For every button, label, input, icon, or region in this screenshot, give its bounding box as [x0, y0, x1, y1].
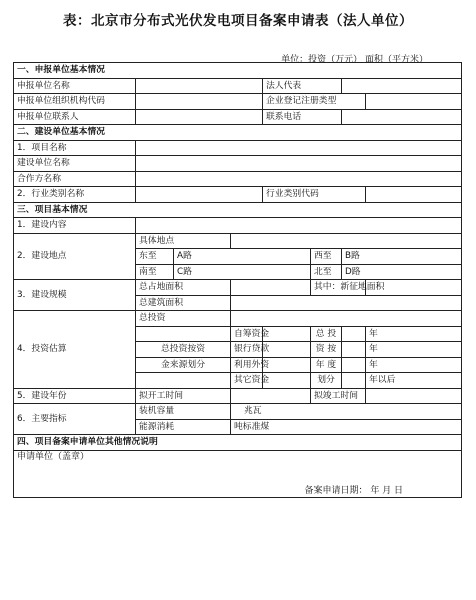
label-legal-rep: 法人代表 — [263, 78, 342, 94]
label-annual-1: 总 投 — [311, 326, 342, 342]
field-year-1[interactable] — [342, 326, 366, 342]
field-total-invest[interactable] — [231, 311, 462, 327]
field-other-info[interactable] — [14, 450, 462, 497]
field-capacity[interactable] — [231, 404, 462, 420]
label-fund-source-2: 金来源划分 — [136, 357, 231, 373]
field-applicant-name[interactable] — [136, 78, 263, 94]
application-form-table — [13, 62, 462, 498]
section-1-header: 一、申报单位基本情况 — [14, 63, 462, 79]
field-year-4[interactable] — [342, 373, 366, 389]
field-foreign-fund[interactable] — [263, 357, 311, 373]
label-west: 西至 — [311, 249, 342, 265]
label-year-3: 年 — [366, 357, 462, 373]
field-year-2[interactable] — [342, 342, 366, 358]
section-4-header: 四、项目备案申请单位其他情况说明 — [14, 435, 462, 451]
label-south: 南至 — [136, 264, 174, 280]
field-bank-loan[interactable] — [263, 342, 311, 358]
field-specific-location[interactable] — [231, 233, 462, 249]
label-land-area: 总占地面积 — [136, 280, 231, 296]
label-start-time: 拟开工时间 — [136, 388, 231, 404]
label-year-1: 年 — [366, 326, 462, 342]
label-scale: 3．建设规模 — [14, 280, 136, 311]
field-enterprise-type[interactable] — [366, 94, 462, 110]
label-year-after: 年以后 — [366, 373, 462, 389]
field-org-code[interactable] — [136, 94, 263, 110]
label-investment: 4．投资估算 — [14, 311, 136, 389]
field-own-fund[interactable] — [263, 326, 311, 342]
label-org-code: 申报单位组织机构代码 — [14, 94, 136, 110]
field-builder-name[interactable] — [136, 156, 462, 172]
label-content: 1．建设内容 — [14, 218, 136, 234]
section-3-header: 三、项目基本情况 — [14, 202, 462, 218]
energy-unit: 吨标准煤 — [234, 421, 270, 432]
form-title: 表：北京市分布式光伏发电项目备案申请表（法人单位） — [63, 13, 413, 29]
units-note: 单位：投资（万元） 面积（平方米） — [281, 55, 428, 65]
field-project-name[interactable] — [136, 140, 462, 156]
capacity-unit: 兆瓦 — [244, 406, 262, 417]
field-partner-name[interactable] — [136, 171, 462, 187]
label-specific-location: 具体地点 — [136, 233, 231, 249]
label-project-name: 1．项目名称 — [14, 140, 136, 156]
field-start-time[interactable] — [231, 388, 311, 404]
label-energy: 能源消耗 — [136, 419, 231, 435]
label-finish-time: 拟竣工时间 — [311, 388, 366, 404]
label-enterprise-type: 企业登记注册类型 — [263, 94, 366, 110]
label-year-2: 年 — [366, 342, 462, 358]
label-own-fund: 自筹资金 — [231, 326, 263, 342]
label-foreign-fund: 利用外资 — [231, 357, 263, 373]
field-industry-name[interactable] — [136, 187, 263, 203]
field-finish-time[interactable] — [366, 388, 462, 404]
label-location: 2．建设地点 — [14, 233, 136, 280]
field-land-area[interactable] — [231, 280, 311, 296]
label-indicators: 6．主要指标 — [14, 404, 136, 435]
label-bank-loan: 银行贷款 — [231, 342, 263, 358]
label-builder-name: 建设单位名称 — [14, 156, 136, 172]
field-west[interactable]: B路 — [342, 249, 462, 265]
field-industry-code[interactable] — [366, 187, 462, 203]
label-fund-source-1: 总投资按资 — [136, 342, 231, 358]
label-total-invest: 总投资 — [136, 311, 231, 327]
section-2-header: 二、建设单位基本情况 — [14, 125, 462, 141]
label-partner-name: 合作方名称 — [14, 171, 136, 187]
label-other-fund: 其它资金 — [231, 373, 263, 389]
field-other-fund[interactable] — [263, 373, 311, 389]
label-fund-source-top — [136, 326, 231, 342]
label-fund-source-bottom — [136, 373, 231, 389]
field-year-3[interactable] — [342, 357, 366, 373]
label-building-area: 总建筑面积 — [136, 295, 231, 311]
field-legal-rep[interactable] — [342, 78, 462, 94]
application-date-label: 备案申请日期： 年 月 日 — [304, 485, 404, 496]
field-north[interactable]: D路 — [342, 264, 462, 280]
label-east: 东至 — [136, 249, 174, 265]
field-building-area[interactable] — [231, 295, 462, 311]
label-contact: 申报单位联系人 — [14, 109, 136, 125]
label-north: 北至 — [311, 264, 342, 280]
applicant-signature-label: 申请单位（盖章） — [17, 451, 90, 462]
label-build-year: 5．建设年份 — [14, 388, 136, 404]
label-annual-2: 资 按 — [311, 342, 342, 358]
label-industry-name: 2．行业类别名称 — [14, 187, 136, 203]
label-capacity: 装机容量 — [136, 404, 231, 420]
field-contact[interactable] — [136, 109, 263, 125]
field-energy[interactable] — [231, 419, 462, 435]
field-phone[interactable] — [342, 109, 462, 125]
label-applicant-name: 申报单位名称 — [14, 78, 136, 94]
label-industry-code: 行业类别代码 — [263, 187, 366, 203]
label-phone: 联系电话 — [263, 109, 342, 125]
field-east[interactable]: A路 — [174, 249, 311, 265]
label-annual-4: 划分 — [311, 373, 342, 389]
field-south[interactable]: C路 — [174, 264, 311, 280]
label-new-land: 其中：新征地面积 — [311, 280, 366, 296]
field-content[interactable] — [136, 218, 462, 234]
label-annual-3: 年 度 — [311, 357, 342, 373]
